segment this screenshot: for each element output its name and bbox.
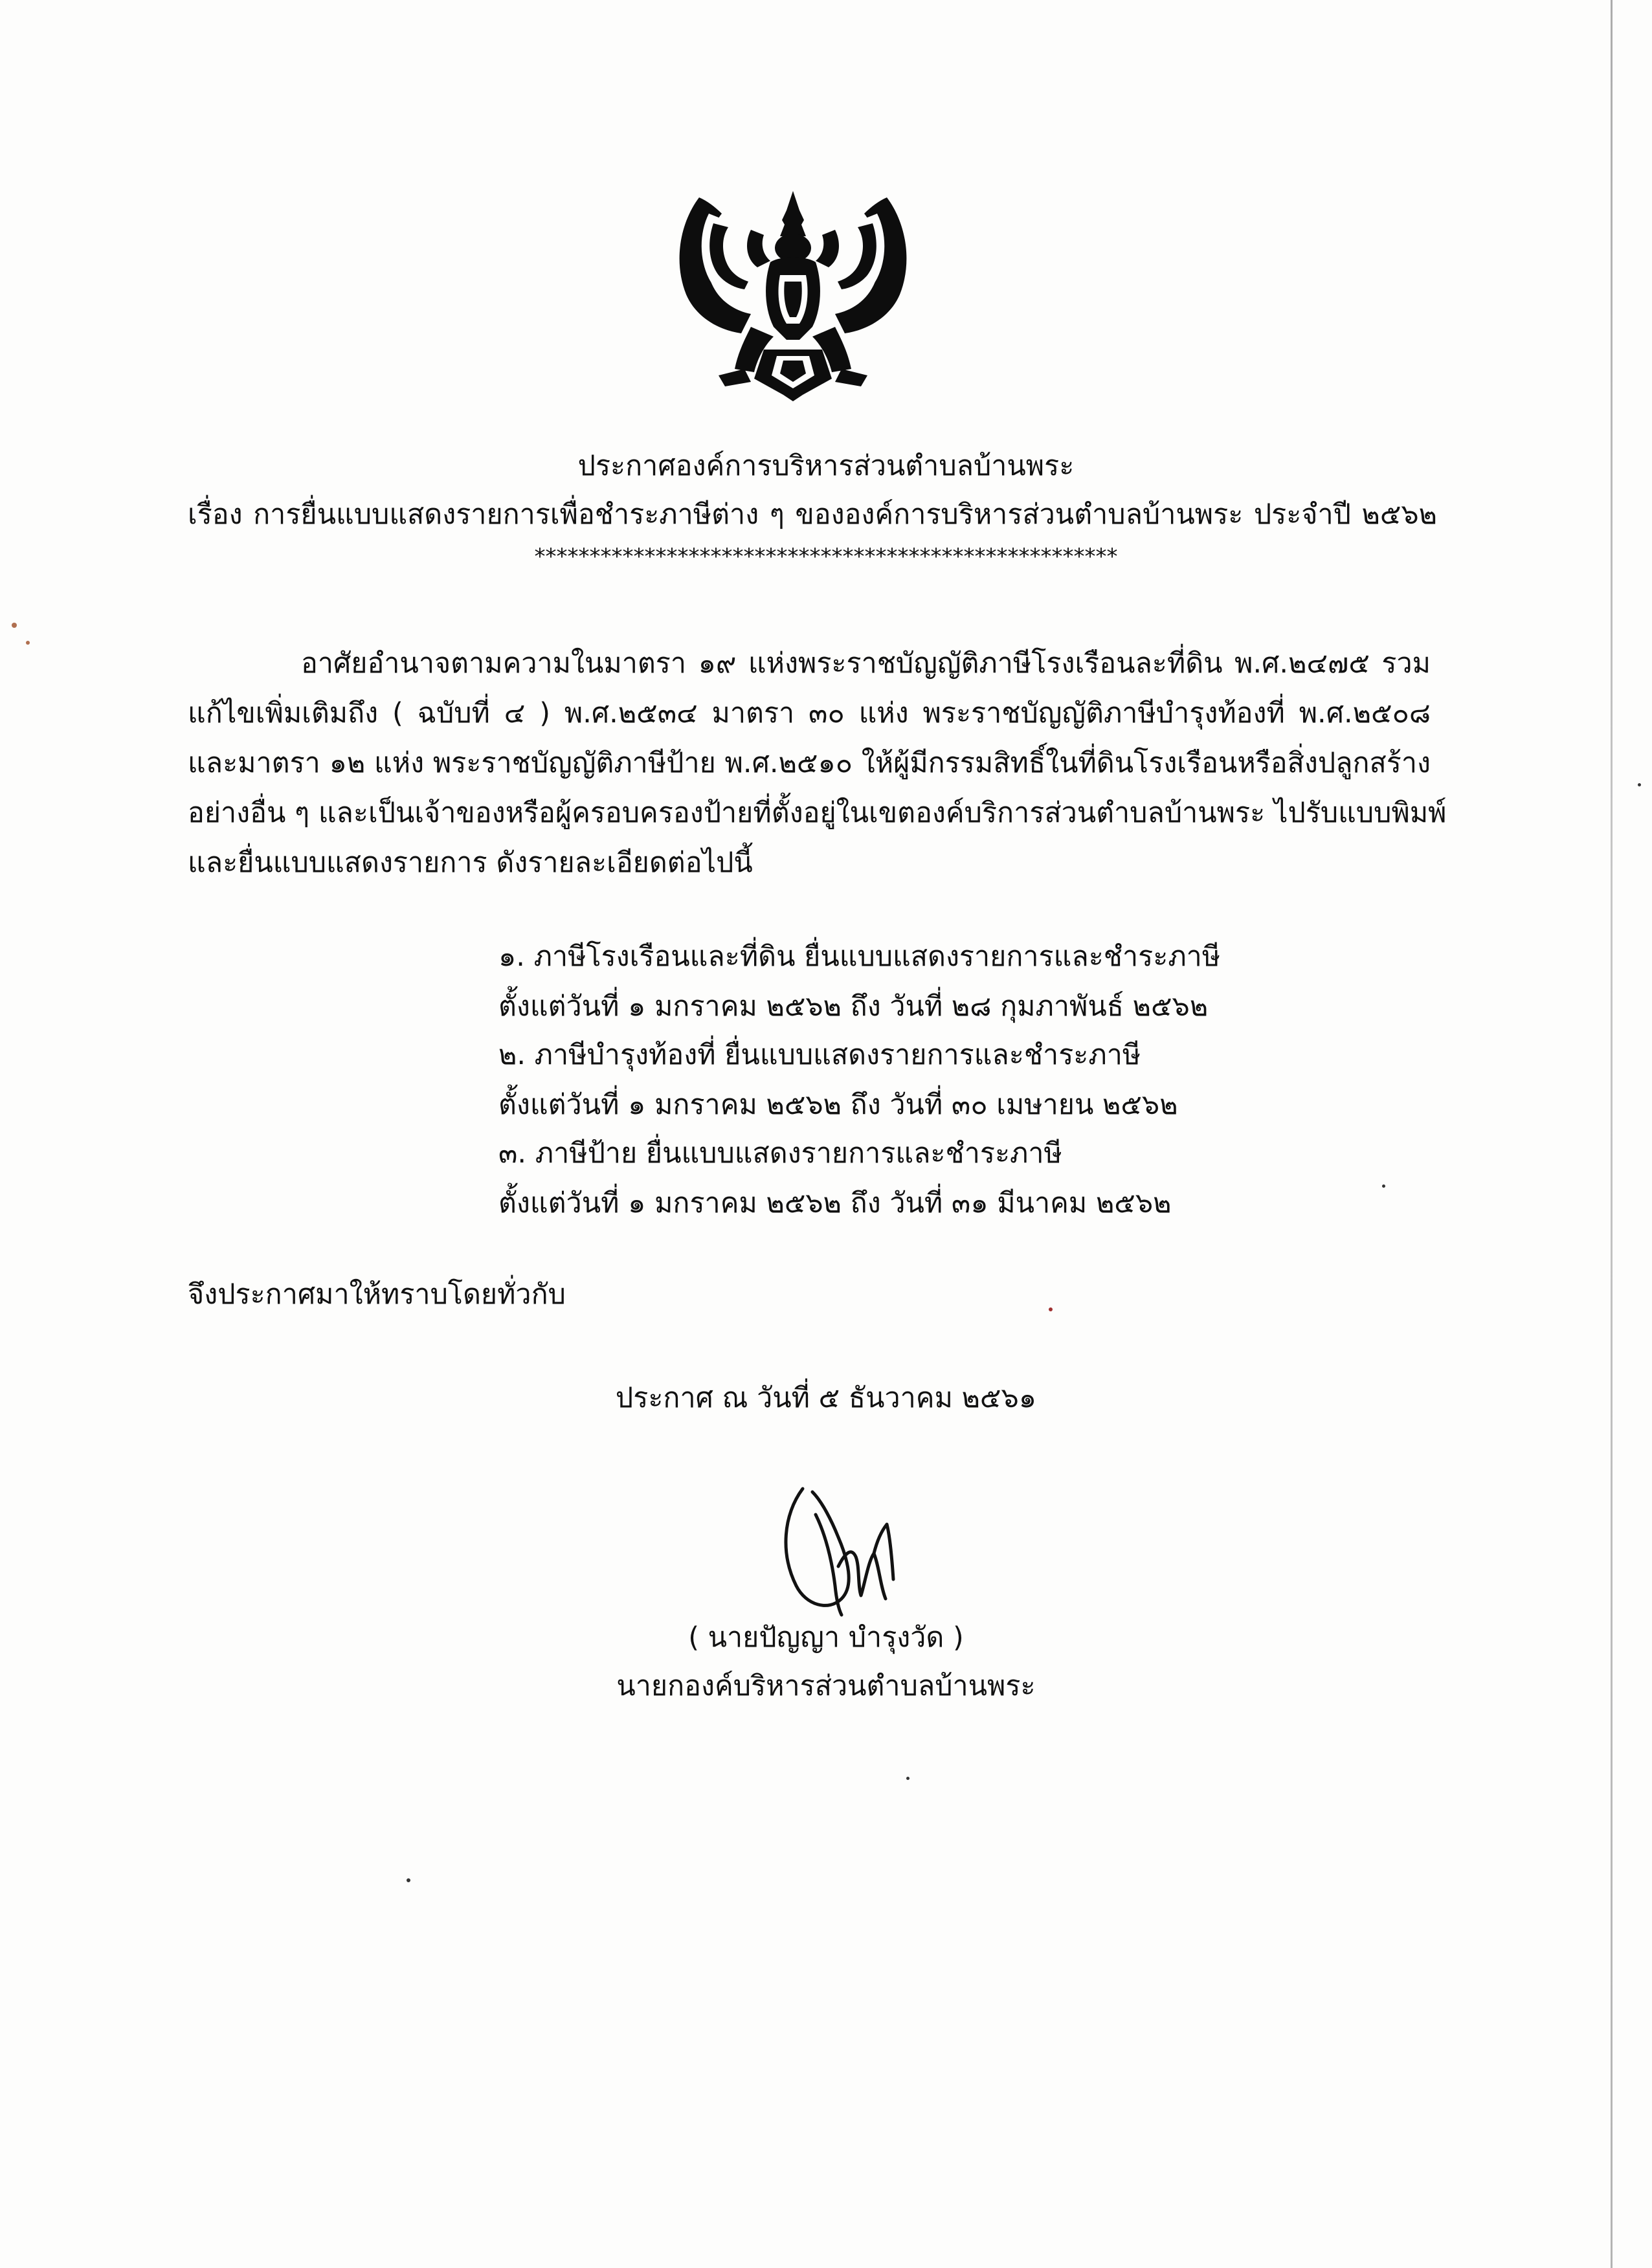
page-edge-shadow: [1611, 0, 1613, 2268]
announcement-subject: เรื่อง การยื่นแบบแสดงรายการเพื่อชำระภาษีต่าง ๆ ขององค์การบริหารส่วนตำบลบ้านพระ ประจำปี ๒๕๖๒: [188, 498, 1437, 531]
body-line: แก้ไขเพิ่มเติมถึง ( ฉบับที่ ๔ ) พ.ศ.๒๕๓๔ มาตรา ๓๐ แห่ง พระราชบัญญัติภาษีบำรุงท้องที่ พ.ศ.๒๕๐๘: [188, 697, 1431, 729]
body-line: และมาตรา ๑๒ แห่ง พระราชบัญญัติภาษีป้าย พ.ศ.๒๕๑๐ ให้ผู้มีกรรมสิทธิ์ในที่ดินโรงเรือนหรือสิ่งปลูกสร้าง: [188, 747, 1431, 779]
scan-speck: [407, 1878, 410, 1882]
scan-speck: [26, 641, 30, 645]
scan-speck: [1049, 1307, 1053, 1311]
tax-item-heading: ๑. ภาษีโรงเรือนและที่ดิน ยื่นแบบแสดงรายการและชำระภาษี: [498, 940, 1221, 973]
separator-asterisks: *****************************************************: [534, 544, 1118, 570]
body-line: และยื่นแบบแสดงรายการ ดังรายละเอียดต่อไปนี้: [188, 847, 753, 879]
scan-speck: [12, 623, 17, 628]
scan-speck: [1382, 1184, 1385, 1188]
tax-item-period: ตั้งแต่วันที่ ๑ มกราคม ๒๕๖๒ ถึง วันที่ ๓๐ เมษายน ๒๕๖๒: [498, 1089, 1178, 1121]
scan-speck: [1638, 783, 1641, 786]
signer-title: นายกองค์บริหารส่วนตำบลบ้านพระ: [616, 1670, 1036, 1702]
body-line: อาศัยอำนาจตามความในมาตรา ๑๙ แห่งพระราชบัญญัติภาษีโรงเรือนละที่ดิน พ.ศ.๒๔๗๕ รวม: [301, 647, 1431, 680]
tax-item-heading: ๒. ภาษีบำรุงท้องที่ ยื่นแบบแสดงรายการและชำระภาษี: [498, 1039, 1141, 1071]
signer-name: ( นายปัญญา บำรุงวัด ): [688, 1621, 964, 1654]
announce-date: ประกาศ ณ วันที่ ๕ ธันวาคม ๒๕๖๑: [615, 1382, 1037, 1414]
announcement-title: ประกาศองค์การบริหารส่วนตำบลบ้านพระ: [577, 450, 1075, 482]
signature-icon: [777, 1476, 919, 1631]
tax-item-period: ตั้งแต่วันที่ ๑ มกราคม ๒๕๖๒ ถึง วันที่ ๒๘ กุมภาพันธ์ ๒๕๖๒: [498, 990, 1209, 1023]
tax-item-period: ตั้งแต่วันที่ ๑ มกราคม ๒๕๖๒ ถึง วันที่ ๓๑ มีนาคม ๒๕๖๒: [498, 1187, 1172, 1219]
scan-speck: [906, 1777, 910, 1780]
tax-item-heading: ๓. ภาษีป้าย ยื่นแบบแสดงรายการและชำระภาษี: [498, 1137, 1062, 1170]
closing-statement: จึงประกาศมาให้ทราบโดยทั่วกับ: [188, 1278, 566, 1311]
garuda-emblem-icon: [673, 184, 913, 401]
body-line: อย่างอื่น ๆ และเป็นเจ้าของหรือผู้ครอบครองป้ายที่ตั้งอยู่ในเขตองค์บริการส่วนตำบลบ้านพระ ไปรับแบบพิมพ์: [188, 797, 1447, 829]
